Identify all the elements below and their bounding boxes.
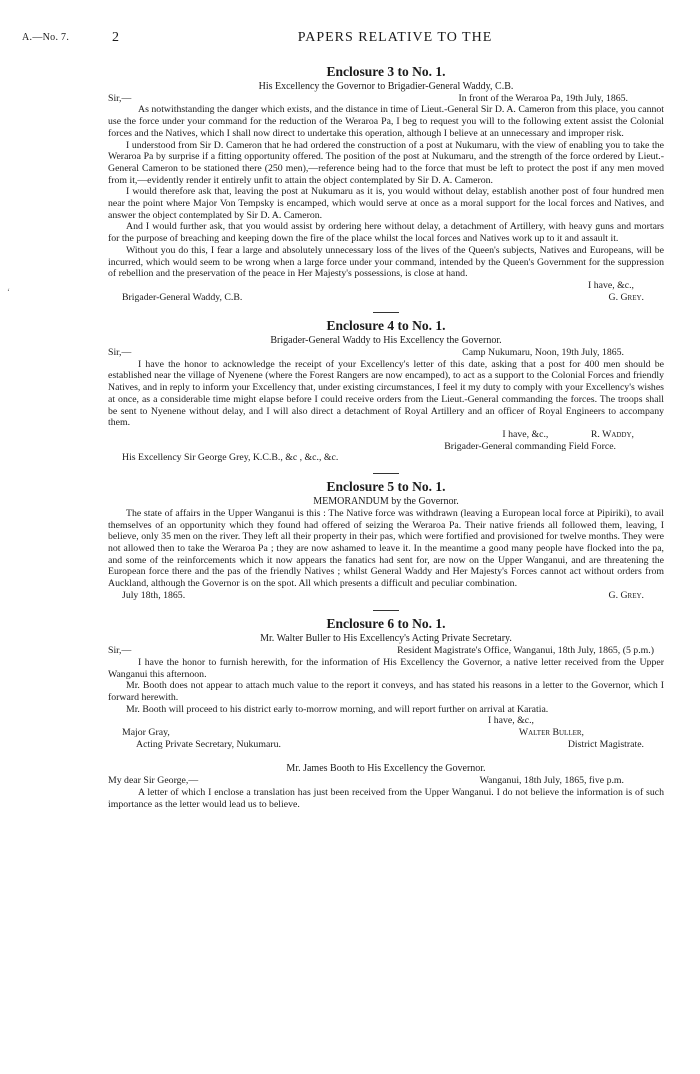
signature: G. Grey. — [608, 291, 644, 303]
enclosure-title: Enclosure 5 to No. 1. — [326, 479, 446, 495]
salutation: Sir,— — [108, 92, 132, 104]
place-date: In front of the Weraroa Pa, 19th July, 1865. — [458, 92, 628, 104]
section-divider — [373, 312, 399, 313]
paragraph: The state of affairs in the Upper Wanganui is this : The Native force was withdrawn (leaving a European local force at Pipiriki), to avail themselves of an opportunity which they found had offered of seizing the Weraroa Pa. Their native friends all followed them, leaving, I believe, only 35 men on the river. They left all their property in their pas, which were fortified and provisioned for twelve months. They were not allowed then to take the Weraroa Pa ; they are now ashamed to leave it. In the meantime a good many people have flocked into the pa, and some of the reinforcements which it now appears the fanatics had sent for, are now on the Upper Wanganui, and are threatening the European force there and the pas of the friendly Natives ; whilst General Waddy and Her Majesty's Forces cannot act without orders from Auckland, although the Governor is on the spot. All which presents a difficult and peculiar combination. — [108, 507, 664, 590]
paragraph: As notwithstanding the danger which exists, and the distance in time of Lieut.-General Sir D. A. Cameron from this place, you cannot use the force under your command for the reduction of the Weraroa Pa, I beg to request you will to the following extent assist the Colonial forces and the Natives, which I shall now direct to undertake this operation, although I believe at an unnecessary and improper risk. — [108, 104, 664, 139]
title-row — [108, 739, 664, 751]
closing: I have, &c., — [488, 715, 534, 727]
booth-letter — [108, 763, 664, 810]
addressee-title: Acting Private Secretary, Nukumaru. — [136, 738, 281, 750]
enclosure-5 — [108, 479, 664, 601]
salutation: Sir,— — [108, 645, 132, 657]
salutation-row — [108, 775, 664, 787]
running-title: PAPERS RELATIVE TO THE — [297, 30, 493, 45]
memo-date: July 18th, 1865. — [122, 589, 186, 601]
salutation-row — [108, 645, 664, 657]
place-date: Wanganui, 18th July, 1865, five p.m. — [479, 775, 624, 787]
enclosure-from-to: Brigader-General Waddy to His Excellency the Governor. — [270, 335, 502, 347]
signature-title: Brigader-General commanding Field Force. — [444, 440, 616, 452]
signature: G. Grey. — [608, 589, 644, 601]
page-header — [0, 30, 700, 50]
enclosure-title: Enclosure 6 to No. 1. — [326, 616, 446, 632]
salutation-row — [108, 347, 664, 359]
signature-row — [108, 727, 664, 739]
enclosure-4 — [108, 318, 664, 464]
enclosure-title: Enclosure 3 to No. 1. — [326, 64, 446, 79]
page-number: 2 — [112, 30, 119, 45]
margin-mark: ‘ — [7, 287, 10, 297]
signature: Walter Buller, — [518, 727, 584, 739]
letter-from-to: Mr. James Booth to His Excellency the Governor. — [286, 763, 486, 775]
closing: I have, &c., — [502, 428, 549, 440]
place-date: Resident Magistrate's Office, Wanganui, 18th July, 1865, (5 p.m.) — [397, 645, 654, 657]
paper-reference: A.—No. 7. — [22, 32, 70, 43]
paragraph: A letter of which I enclose a translation has just been received from the Upper Wanganui. I do not believe the information is of such importance as the letter would lead us to believe. — [108, 786, 664, 810]
paragraph: Without you do this, I fear a large and absolutely unnecessary loss of the lives of the Queen's subjects, Natives and Europeans, will be incurred, which would seem to be wrong when a large force under your command, intended by the Queen's Government for the suppression of rebellion and the preservation of the peace in Her Majesty's possessions, is close at hand. — [108, 244, 664, 280]
addressee: Major Gray, — [122, 727, 170, 739]
closing: I have, &c., — [588, 279, 634, 291]
enclosure-3 — [108, 64, 664, 303]
enclosure-6 — [108, 616, 664, 750]
spacer — [108, 750, 664, 762]
place-date: Camp Nukumaru, Noon, 19th July, 1865. — [462, 347, 624, 359]
salutation-row — [108, 93, 664, 105]
paragraph: Mr. Booth does not appear to attach much value to the report it conveys, and has stated his reasons in a letter to the Governor, which I forward herewith. — [108, 680, 664, 703]
signature: R. Waddy, — [590, 428, 634, 440]
paragraph: I have the honor to acknowledge the receipt of your Excellency's letter of this date, asking that a post for 400 men should be established near the village of Nyenene (where the Forest Rangers are now encamped), to act as a support to the Colonial Forces and friendly Natives, and in reply to inform your Excellency that, under existing circumstances, I feel it my duty to comply with your Excellency's wishes at once, as a considerable time might elapse before I could receive orders from the Lieut.-General commanding the forces. The troops shall be sent to Nyenene without delay, and I will also direct a detachment of Royal Artillery and an officer of Royal Engineers to accompany them. — [108, 358, 664, 429]
paragraph: I would therefore ask that, leaving the post at Nukumaru as it is, you would without delay, establish another post of four hundred men near the point where Major Von Tempsky is encamped, which would serve at once as a moral support for the local forces and Natives, and answer the object contemplated by Sir D. A. Cameron. — [108, 186, 664, 221]
paragraph: Mr. Booth will proceed to his district early to-morrow morning, and will report further on arrival at Karatia. — [126, 703, 549, 715]
paragraph: And I would further ask, that you would assist by ordering here without delay, a detachment of Artillery, with heavy guns and mortars for the purpose of breaching and keeping down the fire of the place whilst the local forces and Natives work up to it and assault it. — [108, 221, 664, 245]
document-body — [108, 64, 664, 810]
signature-row — [108, 292, 664, 304]
salutation: Sir,— — [108, 347, 132, 359]
closing-line — [108, 429, 664, 441]
section-divider — [373, 473, 399, 474]
enclosure-title: Enclosure 4 to No. 1. — [326, 318, 446, 334]
salutation: My dear Sir George,— — [108, 775, 199, 787]
enclosure-from-to: His Excellency the Governor to Brigadier-General Waddy, C.B. — [258, 81, 514, 92]
memo-title: MEMORANDUM by the Governor. — [313, 496, 459, 508]
enclosure-from-to: Mr. Walter Buller to His Excellency's Acting Private Secretary. — [260, 633, 512, 645]
signature-row — [108, 590, 664, 602]
addressee: Brigader-General Waddy, C.B. — [122, 291, 243, 303]
paragraph: I have the honor to furnish herewith, for the information of His Excellency the Governor, a native letter received from the Upper Wanganui this afternoon. — [108, 656, 664, 680]
signature-title: District Magistrate. — [567, 738, 644, 750]
addressee: His Excellency Sir George Grey, K.C.B., &c , &c., &c. — [122, 452, 339, 464]
paragraph: I understood from Sir D. Cameron that he had ordered the construction of a post at Nukumaru, with the view of enabling you to take the Weraroa Pa by surprise if a fitting opportunity offered. The position of the post at Nukumaru, and the strength of the force ordered by Lieut.-General Cameron to be stationed there (250 men),—reference being had to the force that must be left to protect the post if any men moved from it,—evidently render it entirely unfit to attain the object contemplated by Sir D. A. Cameron. — [108, 139, 664, 186]
section-divider — [373, 610, 399, 611]
